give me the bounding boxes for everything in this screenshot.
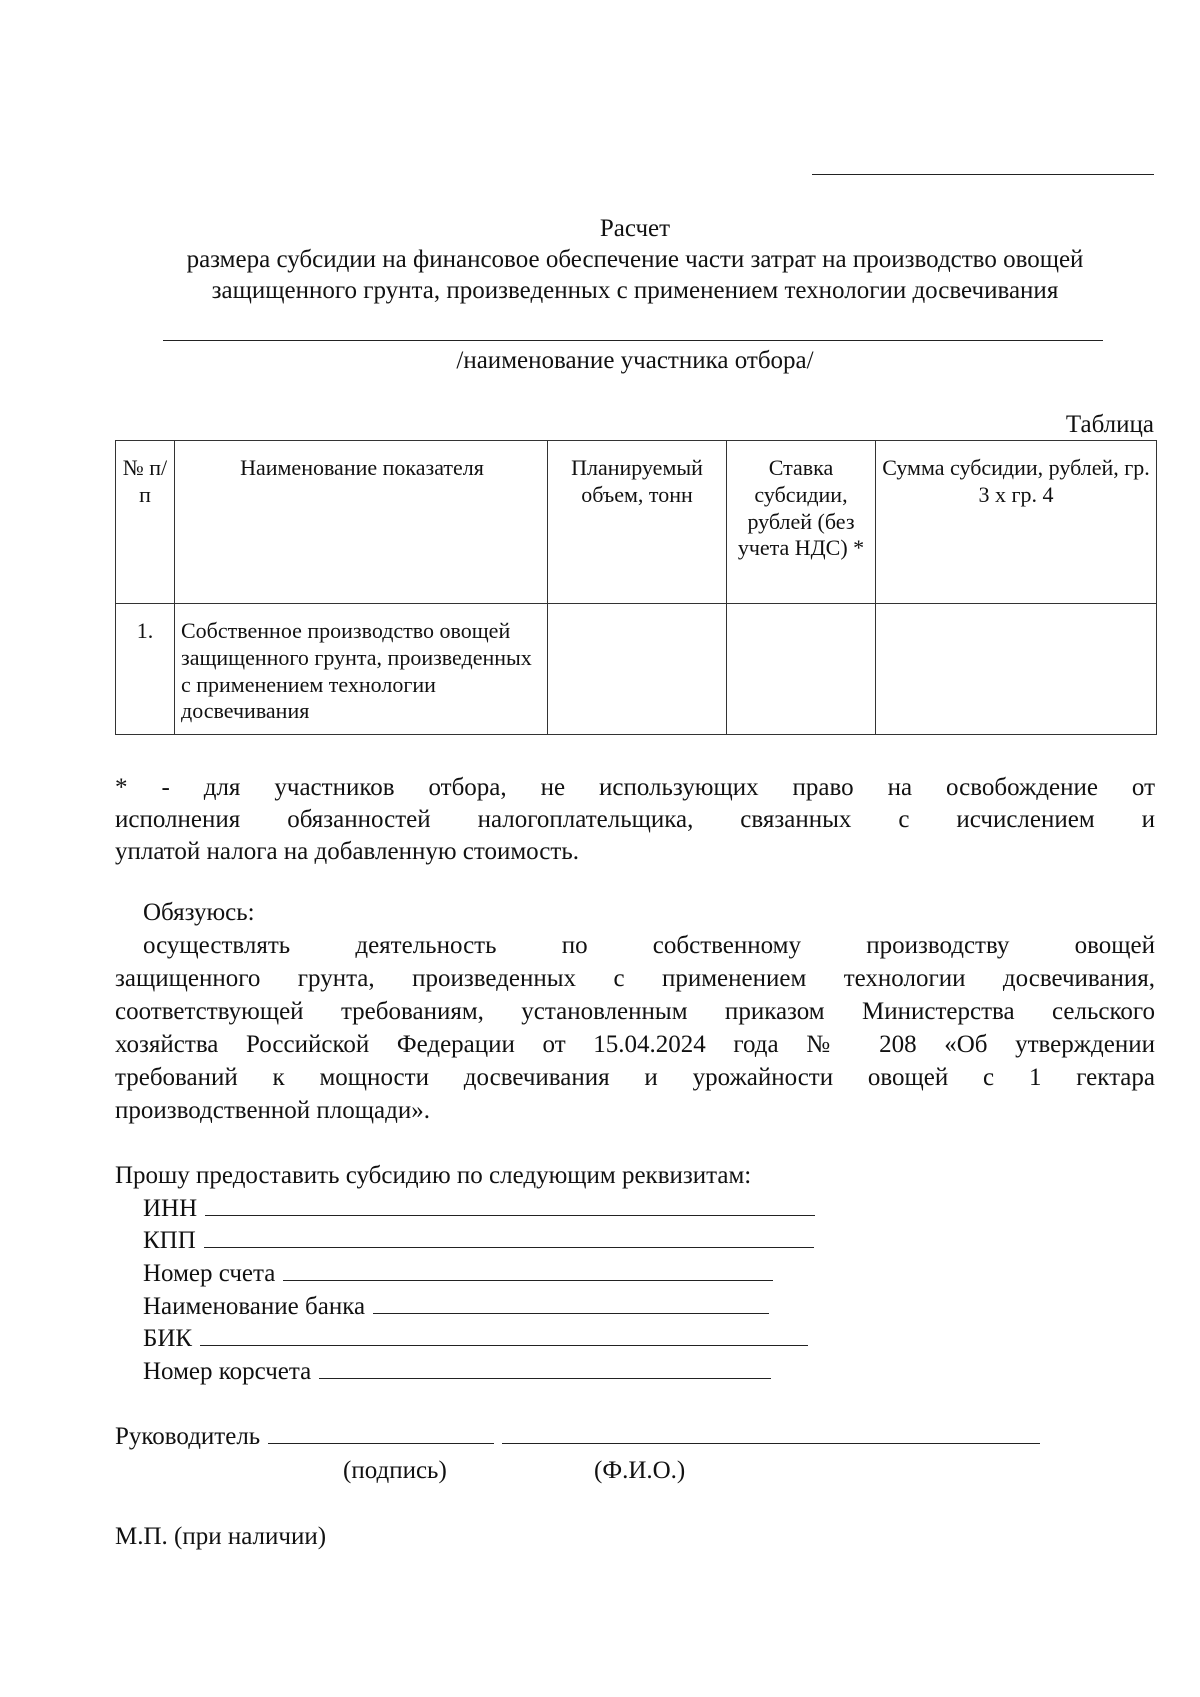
footnote-line-1: * - для участников отбора, не использующих право на освобождение от (115, 774, 1155, 801)
top-right-blank-line (812, 174, 1154, 175)
obligation-line-6: производственной площади». (115, 1097, 430, 1124)
requisite-kpp (143, 1225, 814, 1256)
inn-label: ИНН (143, 1195, 198, 1222)
obligation-line-4: хозяйства Российской Федерации от 15.04.2024 года № 208 «Об утверждении (115, 1031, 1155, 1058)
bank-field[interactable] (373, 1291, 769, 1314)
row-rate-cell[interactable] (727, 604, 876, 735)
bik-label: БИК (143, 1325, 193, 1352)
column-header-amount: Сумма субсидии, рублей, гр. 3 х гр. 4 (876, 441, 1157, 604)
head-label: Руководитель (115, 1423, 261, 1450)
row-number: 1. (116, 604, 175, 735)
requisite-bank (143, 1291, 769, 1322)
row-amount-cell[interactable] (876, 604, 1157, 735)
obligation-line-2: защищенного грунта, произведенных с применением технологии досвечивания, (115, 965, 1155, 992)
table-header-row (116, 441, 1157, 604)
account-field[interactable] (283, 1258, 773, 1281)
column-header-indicator: Наименование показателя (175, 441, 548, 604)
inn-field[interactable] (205, 1193, 815, 1216)
footnote-line-2: исполнения обязанностей налогоплательщика, связанных с исчислением и (115, 806, 1155, 833)
requisite-corr-account (143, 1356, 771, 1387)
bik-field[interactable] (200, 1323, 808, 1346)
row-volume-cell[interactable] (548, 604, 727, 735)
signature-field[interactable] (268, 1421, 494, 1444)
footnote-line-3: уплатой налога на добавленную стоимость. (115, 838, 579, 865)
table-label: Таблица (1065, 411, 1154, 438)
fio-caption: (Ф.И.О.) (594, 1457, 686, 1484)
kpp-label: КПП (143, 1227, 196, 1254)
document-subtitle-line-2: защищенного грунта, произведенных с применением технологии досвечивания (211, 277, 1059, 304)
bank-label: Наименование банка (143, 1293, 366, 1320)
obligation-line-3: соответствующей требованиям, установленным приказом Министерства сельского (115, 998, 1155, 1025)
requisites-intro: Прошу предоставить субсидию по следующим реквизитам: (115, 1162, 752, 1189)
document-subtitle-line-1: размера субсидии на финансовое обеспечение части затрат на производство овощей (186, 246, 1084, 273)
corr-account-field[interactable] (319, 1356, 771, 1379)
requisite-account (143, 1258, 773, 1289)
participant-caption: /наименование участника отбора/ (456, 347, 814, 374)
row-indicator-name: Собственное производство овощей защищенного грунта, произведенных с применением технологии досвечивания (175, 604, 548, 735)
corr-account-label: Номер корсчета (143, 1358, 312, 1385)
stamp-note: М.П. (при наличии) (115, 1523, 327, 1550)
requisite-bik (143, 1323, 808, 1354)
requisite-inn (143, 1193, 815, 1224)
column-header-rate: Ставка субсидии, рублей (без учета НДС) * (727, 441, 876, 604)
account-label: Номер счета (143, 1260, 276, 1287)
calculation-table (115, 440, 1157, 735)
participant-name-field[interactable] (163, 340, 1103, 341)
column-header-number: № п/п (116, 441, 175, 604)
document-title: Расчет (599, 215, 671, 242)
kpp-field[interactable] (204, 1225, 814, 1248)
signature-row (115, 1421, 1040, 1452)
obligation-line-5: требований к мощности досвечивания и урожайности овощей с 1 гектара (115, 1064, 1155, 1091)
obligation-heading: Обязуюсь: (143, 899, 255, 926)
table-row (116, 604, 1157, 735)
fio-field[interactable] (502, 1421, 1040, 1444)
column-header-volume: Планируемый объем, тонн (548, 441, 727, 604)
obligation-line-1: осуществлять деятельность по собственному производству овощей (143, 932, 1155, 959)
signature-caption: (подпись) (343, 1457, 447, 1484)
